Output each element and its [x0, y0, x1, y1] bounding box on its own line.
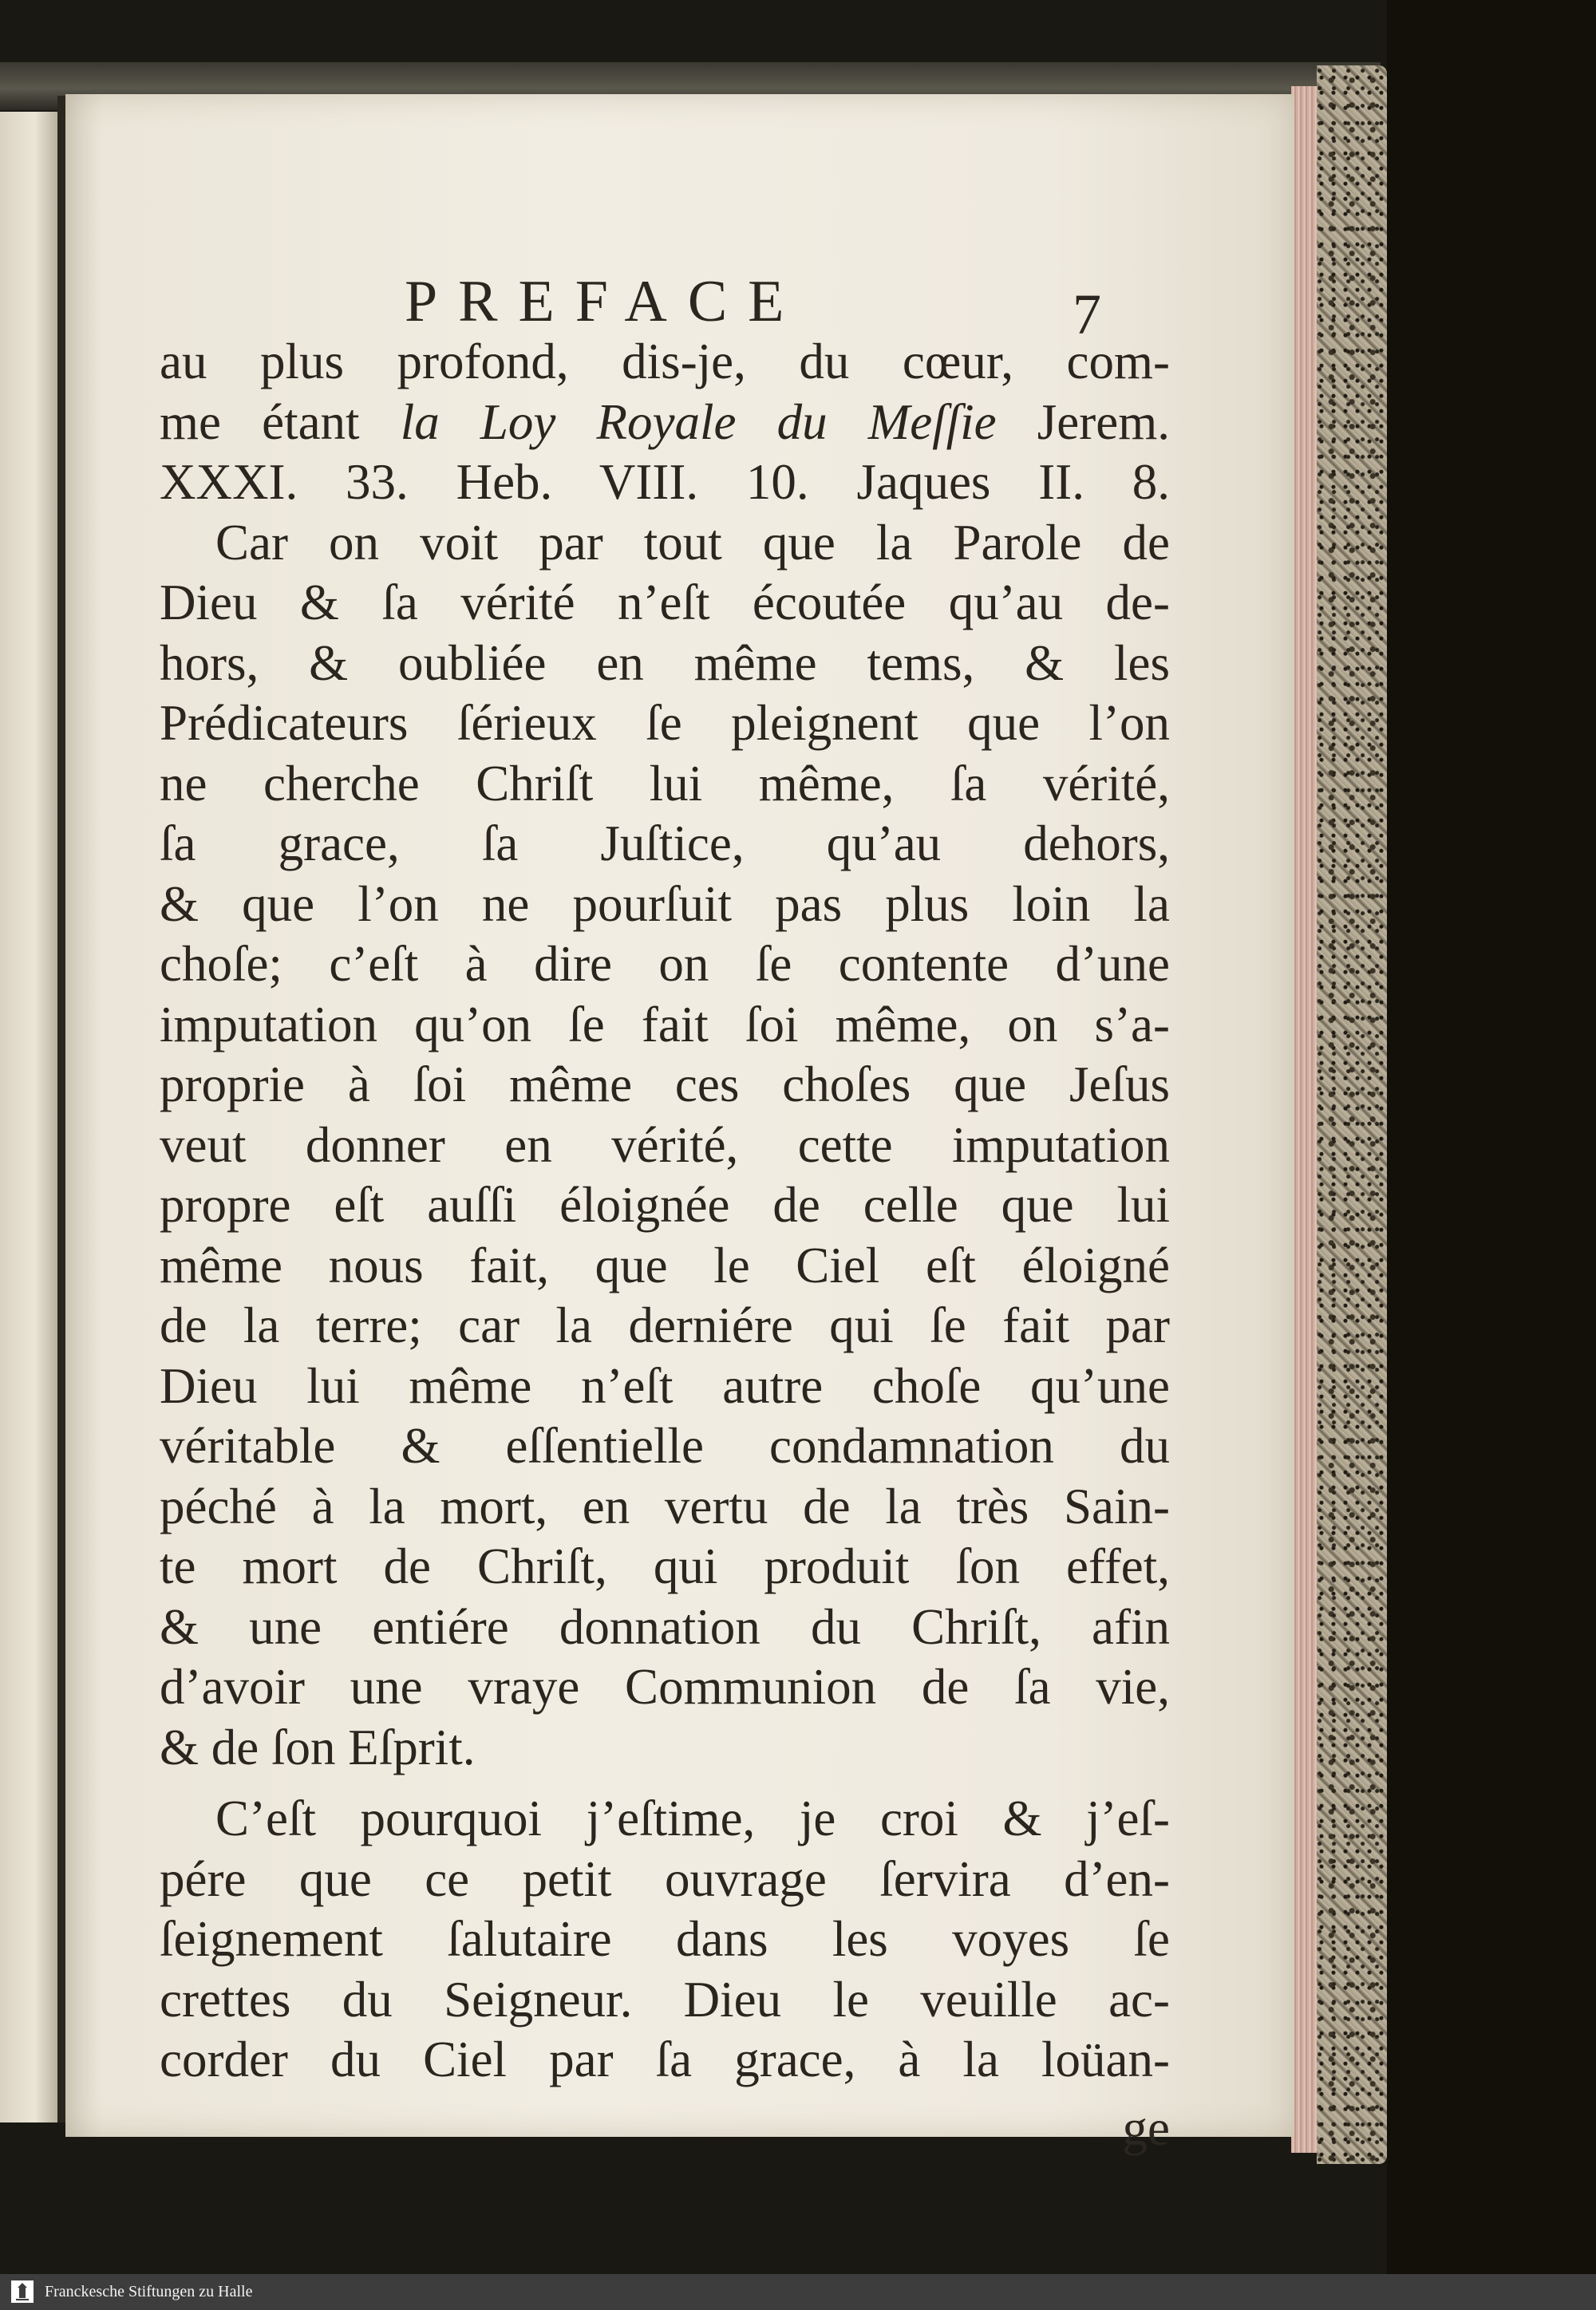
- running-title: PREFACE: [405, 269, 805, 334]
- text-line: de la terre; car la derniére qui ſe fait par: [160, 1297, 1170, 1353]
- text-line: XXXI. 33. Heb. VIII. 10. Jaques II. 8.: [160, 454, 1170, 510]
- text-line: propre eſt auſſi éloignée de celle que lui: [160, 1177, 1170, 1233]
- text-line: choſe; c’eſt à dire on ſe contente d’une: [160, 936, 1170, 992]
- text-line: ſeignement ſalutaire dans les voyes ſe: [160, 1911, 1170, 1967]
- text-line: Dieu & ſa vérité n’eſt écoutée qu’au de-: [160, 575, 1170, 630]
- text-line: véritable & eſſentielle condamnation du: [160, 1418, 1170, 1474]
- text-line: & que l’on ne pourſuit pas plus loin la: [160, 875, 1170, 932]
- text-line: hors, & oubliée en même tems, & les: [160, 634, 1170, 691]
- left-page-edge: [0, 112, 59, 2122]
- text-line: ſa grace, ſa Juſtice, qu’au dehors,: [160, 815, 1170, 871]
- text-line: pére que ce petit ouvrage ſervira d’en-: [160, 1850, 1170, 1907]
- text-segment: me étant: [160, 393, 401, 450]
- italic-title: la Loy Royale du Meſſie: [400, 393, 997, 450]
- text-line: crettes du Seigneur. Dieu le veuille ac-: [160, 1971, 1170, 2028]
- text-line: ne cherche Chriſt lui même, ſa vérité,: [160, 755, 1170, 811]
- page-number: 7: [1073, 282, 1101, 346]
- body-text: [160, 332, 1170, 2158]
- catchword: ge: [1122, 2099, 1170, 2156]
- book-gutter: [57, 96, 65, 2122]
- text-line: au plus profond, dis-je, du cœur, com-: [160, 334, 1170, 389]
- text-line: Dieu lui même n’eſt autre choſe qu’une: [160, 1357, 1170, 1414]
- book-page: [65, 94, 1294, 2156]
- text-segment: Jerem.: [996, 393, 1170, 450]
- text-line: & une entiére donnation du Chriſt, afin: [160, 1598, 1170, 1655]
- text-line: Prédicateurs ſérieux ſe pleignent que l’on: [160, 695, 1170, 751]
- page-header: [65, 262, 1294, 346]
- text-line: te mort de Chriſt, qui produit ſon effet,: [160, 1538, 1170, 1594]
- book-cover-board: [1317, 65, 1387, 2164]
- text-line: péché à la mort, en vertu de la très Sain-: [160, 1478, 1170, 1534]
- paragraph-start-line: Car on voit par tout que la Parole de: [215, 514, 1170, 571]
- text-line: corder du Ciel par ſa grace, à la loüan-: [160, 2032, 1170, 2087]
- text-line: imputation qu’on ſe fait ſoi même, on s’a-: [160, 996, 1170, 1052]
- paragraph-end-line: & de ſon Eſprit.: [160, 1719, 476, 1775]
- text-line: veut donner en vérité, cette imputation: [160, 1116, 1170, 1173]
- background-right: [1387, 0, 1596, 2274]
- paragraph-start-line: C’eſt pourquoi j’eſtime, je croi & j’eſ-: [215, 1791, 1170, 1846]
- footer-bar: [0, 2274, 1596, 2310]
- text-line: d’avoir une vraye Communion de ſa vie,: [160, 1659, 1170, 1715]
- text-line: [160, 393, 1170, 453]
- institution-logo-icon: [11, 2280, 34, 2303]
- text-line: proprie à ſoi même ces choſes que Jeſus: [160, 1056, 1170, 1112]
- footer-institution: Franckesche Stiftungen zu Halle: [45, 2283, 253, 2300]
- text-line: même nous fait, que le Ciel eſt éloigné: [160, 1237, 1170, 1293]
